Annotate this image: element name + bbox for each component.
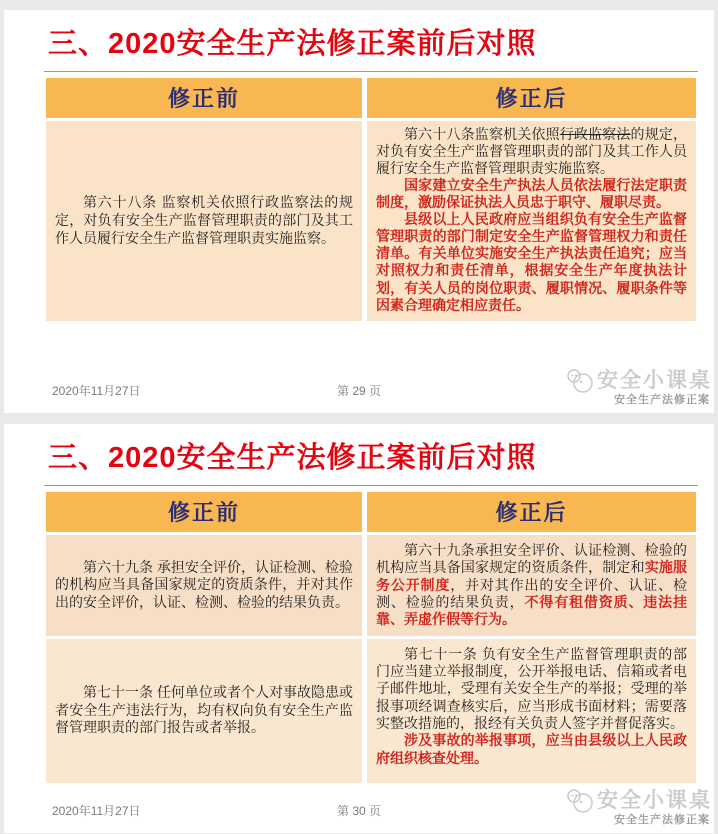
footer-page-number: 第 29 页: [336, 384, 382, 398]
paragraph: 县级以上人民政府应当组织负有安全生产监督管理职责的部门制定安全生产监督管理权力和责任清单。有关单位实施安全生产执法责任追究；应当对照权力和责任清单，根据安全生产年度执法计划，有关人员的岗位职责、履职情况、履职条件等因素合理确定相应责任。: [376, 211, 687, 313]
paragraph: 国家建立安全生产执法人员依法履行法定职责制度，激励保证执法人员忠于职守、履职尽责。: [376, 177, 687, 211]
slide-page-29: [4, 10, 714, 413]
title-divider: [44, 71, 698, 72]
paragraph: 涉及事故的举报事项，应当由县级以上人民政府组织核查处理。: [376, 732, 687, 766]
paragraph: 第七十一条 负有安全生产监督管理职责的部门应当建立举报制度，公开举报电话、信箱或者电子邮件地址，受理有关安全生产的举报；受理的举报事项经调查核实后，应当形成书面材料；需要落实整改措施的，报经有关负责人签字并督促落实。: [376, 645, 687, 732]
watermark: [565, 788, 712, 827]
cell-after-article-68: [367, 121, 696, 321]
cell-before-article-71: [46, 639, 362, 783]
title-divider: [44, 485, 698, 486]
slide-footer: [4, 353, 714, 413]
watermark-subtitle: 安全生产法修正案: [614, 814, 710, 827]
comparison-table: [46, 78, 696, 321]
paragraph: 第六十九条承担安全评价、认证检测、检验的机构应当具备国家规定的资质条件，制定和实施服务公开制度，并对其作出的安全评价、认证、检测、检验的结果负责，不得有租借资质、违法挂靠、弄虚作假等行为。: [376, 541, 688, 628]
table-row: [46, 639, 696, 783]
footer-page-number: 第 30 页: [336, 804, 382, 818]
column-header-after: 修正后: [367, 492, 696, 532]
watermark-subtitle: 安全生产法修正案: [614, 394, 710, 407]
footer-date: 2020年11月27日: [52, 384, 141, 398]
footer-date: 2020年11月27日: [52, 804, 141, 818]
cell-before-article-69: [46, 535, 362, 636]
column-header-before: 修正前: [46, 78, 362, 118]
column-header-after: 修正后: [367, 78, 696, 118]
watermark-brand: 安全小课桌: [597, 789, 712, 813]
slide-title: 三、2020安全生产法修正案前后对照: [48, 28, 537, 60]
brand-logo-icon: [565, 788, 595, 814]
paragraph: 第七十一条 任何单位或者个人对事故隐患或者安全生产违法行为，均有权向负有安全生产监督管理职责的部门报告或者举报。: [55, 684, 353, 736]
slide-page-30: [4, 424, 714, 833]
table-header-row: [46, 492, 696, 532]
comparison-table: [46, 492, 696, 783]
paragraph: 第六十九条 承担安全评价，认证检测、检验的机构应当具备国家规定的资质条件，并对其作出的安全评价，认证、检测、检验的结果负责。: [55, 558, 353, 610]
table-row: [46, 535, 696, 636]
slide-footer: [4, 773, 714, 833]
cell-after-article-71: [367, 639, 696, 783]
table-header-row: [46, 78, 696, 118]
watermark: [565, 368, 712, 407]
cell-after-article-69: [367, 535, 696, 636]
column-header-before: 修正前: [46, 492, 362, 532]
slide-title: 三、2020安全生产法修正案前后对照: [48, 442, 537, 474]
table-row: [46, 121, 696, 321]
watermark-brand: 安全小课桌: [597, 369, 712, 393]
cell-before-article-68: [46, 121, 362, 321]
paragraph: 第六十八条监察机关依照行政监察法的规定，对负有安全生产监督管理职责的部门及其工作人员履行安全生产监督管理职责实施监察。: [376, 125, 688, 176]
brand-logo-icon: [565, 368, 595, 394]
paragraph: 第六十八条 监察机关依照行政监察法的规定，对负有安全生产监督管理职责的部门及其工作人员履行安全生产监督管理职责实施监察。: [55, 194, 353, 246]
